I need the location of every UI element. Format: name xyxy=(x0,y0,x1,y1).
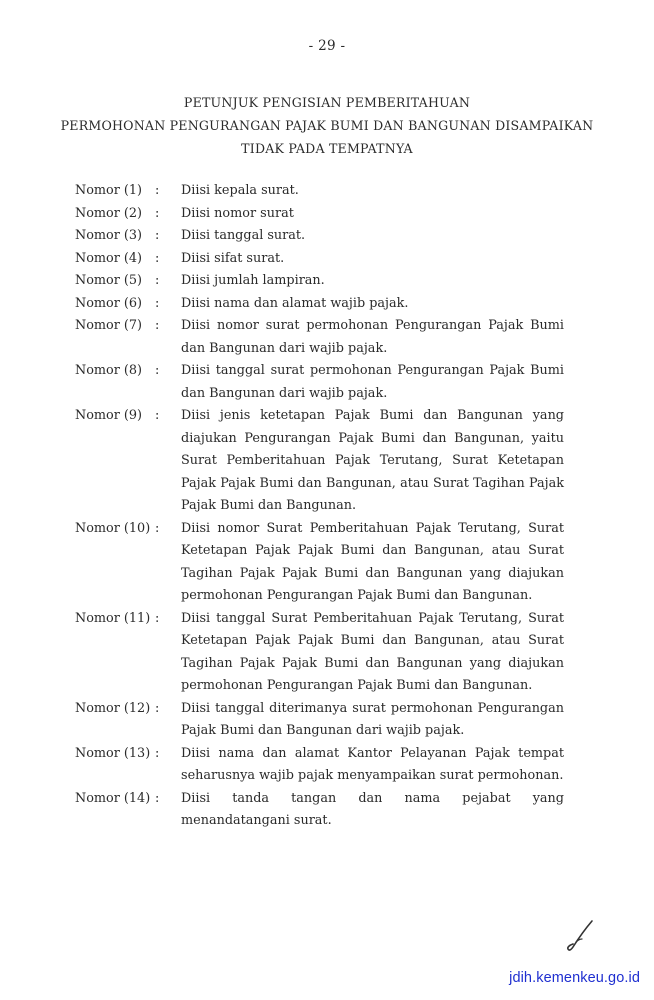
item-label: Nomor (6) xyxy=(75,295,143,311)
item-text: Diisi nomor Surat Pemberitahuan Pajak Terutang, Surat Ketetapan Pajak Pajak Bumi dan Bangunan, atau Surat Tagihan Pajak Pajak Bumi dan Bangunan yang diajukan permohonan Pengurangan Pajak Bumi dan Bangunan. xyxy=(181,520,564,603)
item-label: Nomor (13) xyxy=(75,745,151,761)
item-label: Nomor (1) xyxy=(75,183,143,198)
item-text: Diisi tanggal surat permohonan Pengurangan Pajak Bumi dan Bangunan dari wajib pajak. xyxy=(181,363,564,401)
item-text: Diisi tanggal diterimanya surat permohonan Pengurangan Pajak Bumi dan Bangunan dari wajib pajak. xyxy=(181,700,564,738)
instruction-item xyxy=(0,608,654,698)
item-colon: : xyxy=(155,205,160,221)
title-line-2: PERMOHONAN PENGURANGAN PAJAK BUMI DAN BANGUNAN DISAMPAIKAN xyxy=(60,118,594,133)
instruction-item xyxy=(0,788,654,833)
item-text: Diisi tanggal surat. xyxy=(181,228,306,243)
paraf-signature-mark xyxy=(564,918,596,954)
item-text: Diisi tanda tangan dan nama pejabat yang menandatangani surat. xyxy=(181,790,564,828)
item-label: Nomor (5) xyxy=(75,273,143,288)
item-label: Nomor (10) xyxy=(75,520,151,536)
item-label: Nomor (12) xyxy=(75,700,151,716)
item-colon: : xyxy=(155,318,160,333)
item-label: Nomor (3) xyxy=(75,228,143,243)
item-colon: : xyxy=(155,610,160,626)
instruction-list xyxy=(0,180,654,833)
item-text: Diisi kepala surat. xyxy=(181,183,299,198)
item-label: Nomor (14) xyxy=(75,790,151,806)
item-label: Nomor (2) xyxy=(75,205,143,221)
item-colon: : xyxy=(155,273,160,288)
instruction-item xyxy=(0,518,654,608)
website-link[interactable]: jdih.kemenkeu.go.id xyxy=(509,970,640,986)
instruction-item xyxy=(0,698,654,743)
item-colon: : xyxy=(155,250,160,266)
instruction-item xyxy=(0,743,654,788)
item-colon: : xyxy=(155,228,160,243)
instruction-item xyxy=(0,293,654,316)
item-colon: : xyxy=(155,745,160,761)
item-text: Diisi nomor surat xyxy=(181,205,294,221)
item-colon: : xyxy=(155,183,160,198)
instruction-item xyxy=(0,270,654,293)
instruction-item xyxy=(0,225,654,248)
item-colon: : xyxy=(155,700,160,716)
page-number: - 29 - xyxy=(308,38,346,54)
title-line-1: PETUNJUK PENGISIAN PEMBERITAHUAN xyxy=(183,95,471,110)
item-text: Diisi nama dan alamat Kantor Pelayanan Pajak tempat seharusnya wajib pajak menyampaikan surat permohonan. xyxy=(181,745,564,783)
instruction-item xyxy=(0,203,654,226)
title-line-3: TIDAK PADA TEMPATNYA xyxy=(241,141,413,156)
item-label: Nomor (11) xyxy=(75,610,151,626)
item-colon: : xyxy=(155,790,160,806)
item-text: Diisi tanggal Surat Pemberitahuan Pajak Terutang, Surat Ketetapan Pajak Pajak Bumi dan Bangunan, atau Surat Tagihan Pajak Pajak Bumi dan Bangunan yang diajukan permohonan Pengurangan Pajak Bumi dan Bangunan. xyxy=(181,610,564,693)
item-text: Diisi sifat surat. xyxy=(181,250,285,266)
instruction-item xyxy=(0,360,654,405)
item-label: Nomor (7) xyxy=(75,318,143,333)
instruction-item xyxy=(0,248,654,271)
document-title xyxy=(0,91,654,160)
item-text: Diisi jenis ketetapan Pajak Bumi dan Bangunan yang diajukan Pengurangan Pajak Bumi dan Bangunan, yaitu Surat Pemberitahuan Pajak Terutang, Surat Ketetapan Pajak Pajak Bumi dan Bangunan, atau Surat Tagihan Pajak Pajak Bumi dan Bangunan. xyxy=(181,408,564,513)
item-label: Nomor (8) xyxy=(75,363,143,378)
item-text: Diisi nomor surat permohonan Pengurangan Pajak Bumi dan Bangunan dari wajib pajak. xyxy=(181,318,564,356)
instruction-item xyxy=(0,180,654,203)
item-colon: : xyxy=(155,363,160,378)
item-label: Nomor (4) xyxy=(75,250,143,266)
item-colon: : xyxy=(155,295,160,311)
item-colon: : xyxy=(155,408,160,423)
item-text: Diisi nama dan alamat wajib pajak. xyxy=(181,295,409,311)
instruction-item xyxy=(0,405,654,518)
item-colon: : xyxy=(155,520,160,536)
item-label: Nomor (9) xyxy=(75,408,143,423)
instruction-item xyxy=(0,315,654,360)
item-text: Diisi jumlah lampiran. xyxy=(181,273,325,288)
